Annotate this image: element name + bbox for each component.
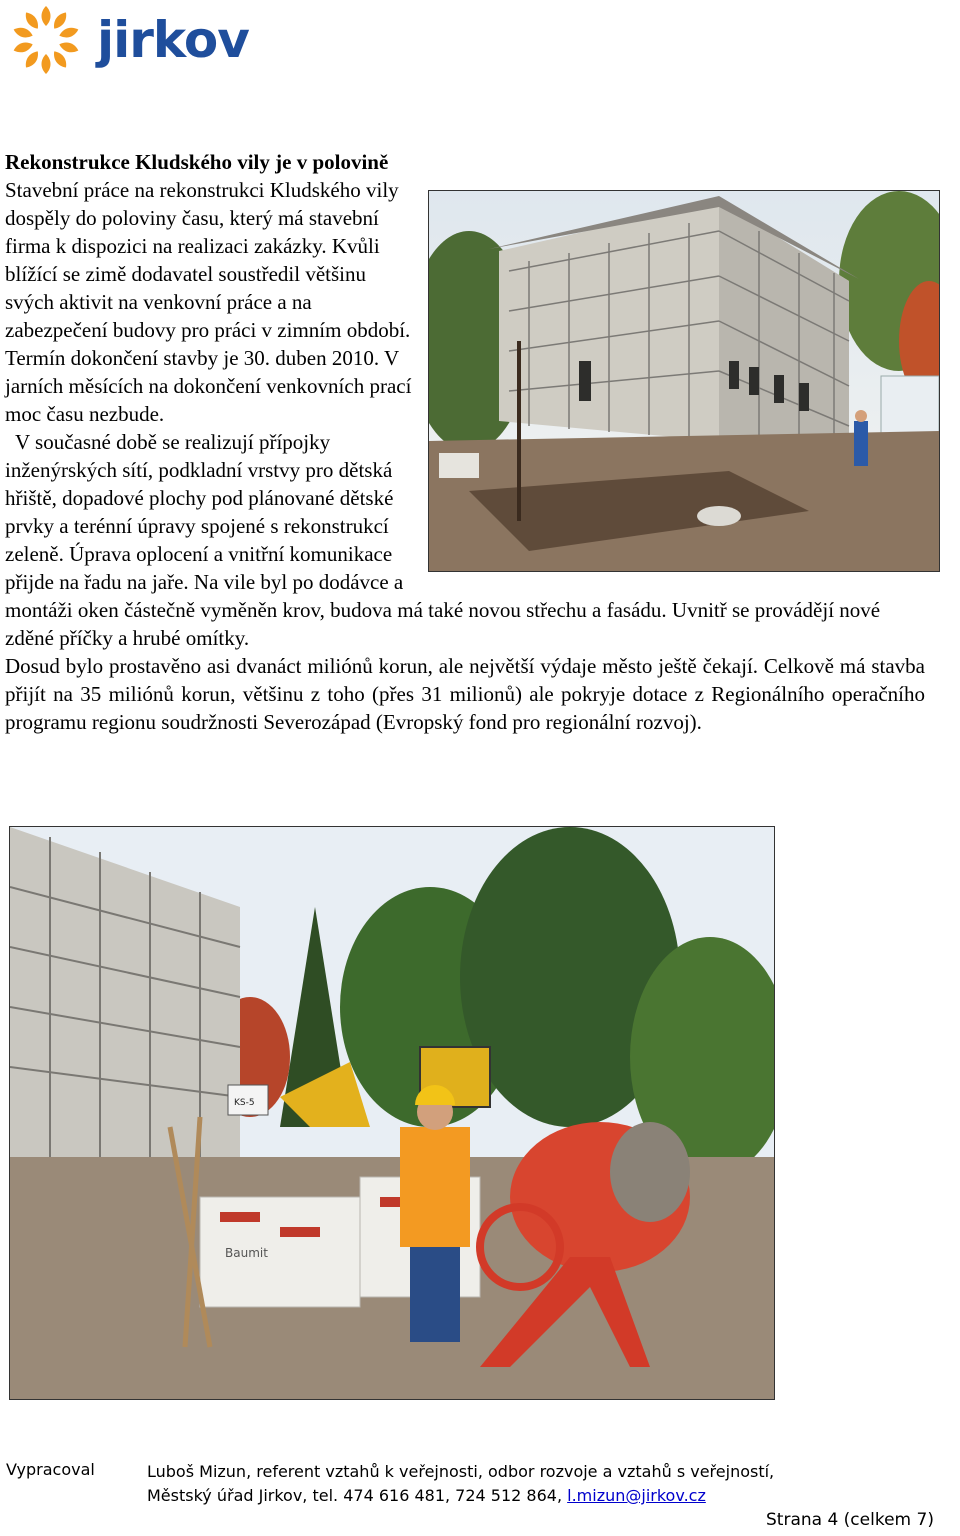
footer-contact: [147, 1460, 774, 1508]
footer-author-label: Vypracoval: [6, 1460, 95, 1479]
villa-scaffolding-photo: [428, 190, 940, 572]
article-paragraph: Stavební práce na rekonstrukci Kludského vily dospěly do poloviny času, který má stavební firma k dispozici na realizaci zakázky. Kvůli blížící se zimě dodavatel soustředil většinu svých aktivit na venkovní práce a na zabezpečení budovy pro práci v zimním období. Termín dokončení stavby je 30. duben 2010. V jarních měsících na dokončení venkovních prací moc času nezbude.: [5, 178, 412, 426]
article-paragraph: Dosud bylo prostavěno asi dvanáct miliónů korun, ale největší výdaje město ještě čekají. Celkově má stavba přijít na 35 miliónů korun, většinu z toho (přes 31 milionů) ale pokryje dotace z Regionálního operačního programu regionu soudržnosti Severozápad (Evropský fond pro regionální rozvoj).: [5, 654, 925, 734]
email-link[interactable]: l.mizun@jirkov.cz: [567, 1486, 706, 1505]
jirkov-logo: [4, 2, 249, 78]
article-headline: Rekonstrukce Kludského vily je v polovině: [5, 150, 389, 174]
article: [5, 148, 925, 736]
page-number: Strana 4 (celkem 7): [766, 1510, 934, 1530]
footer-line-1: Luboš Mizun, referent vztahů k veřejnosti, odbor rozvoje a vztahů s veřejností,: [147, 1462, 775, 1481]
article-paragraph: V současné době se realizují přípojky inženýrských sítí, podkladní vrstvy pro dětská hřiště, dopadové plochy pod plánované dětské prvky a terénní úpravy spojené s rekonstrukcí zeleně. Úprava oplocení a vnitřní komunikace přijde na řadu na jaře. Na vile byl po dodávce a montáži oken částečně vyměněn krov, budova má také novou střechu a fasádu. Uvnitř se provádějí nové zděné příčky a hrubé omítky.: [5, 430, 881, 650]
construction-site-photo: [9, 826, 775, 1400]
logo-wordmark: jirkov: [97, 11, 249, 69]
site-sign: KS-5: [234, 1098, 255, 1108]
cement-bag-label: Baumit: [225, 1246, 268, 1260]
footer-phone: Městský úřad Jirkov, tel. 474 616 481, 724 512 864,: [147, 1486, 563, 1505]
footer-line-2: [147, 1484, 774, 1508]
sun-logo-icon: [4, 2, 90, 78]
